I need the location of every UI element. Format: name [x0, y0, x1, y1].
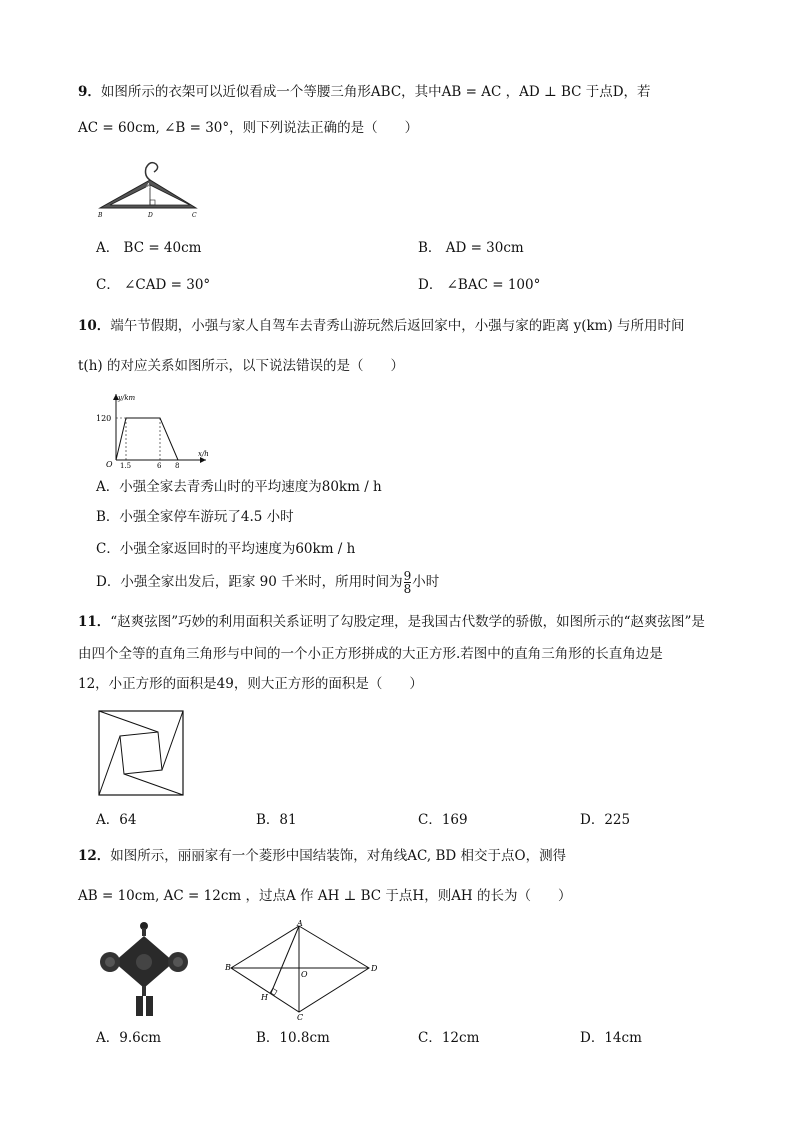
rhombus-label-b: B [225, 963, 231, 972]
q11-option-a[interactable]: A．64 [96, 812, 137, 828]
q9-option-d[interactable]: D． ∠BAC = 100° [418, 277, 541, 293]
zhao-shuang-diagram [98, 710, 184, 796]
q9-line2: AC = 60cm, ∠B = 30°，则下列说法正确的是（ ） [78, 120, 419, 136]
q12-option-b[interactable]: B．10.8cm [256, 1030, 330, 1046]
chinese-knot-image [96, 920, 192, 1020]
fraction-numerator: 9 [403, 569, 412, 583]
graph-y-tick-120: 120 [96, 414, 112, 423]
graph-y-label: y/km [118, 394, 136, 402]
q11-line1 [78, 612, 705, 632]
q10-line1 [78, 316, 685, 336]
q9-line1 [78, 82, 651, 102]
q10-option-d-unit: 小时 [412, 574, 440, 590]
graph-x-tick-1: 1.5 [120, 462, 132, 470]
rhombus-figure [225, 920, 385, 1020]
q11-option-d[interactable]: D．225 [580, 812, 631, 828]
q10-stem-1: 端午节假期，小强与家人自驾车去青秀山游玩然后返回家中，小强与家的距离 y(km) 与所用时间 [110, 318, 685, 334]
graph-x-label: x/h [198, 450, 209, 458]
fraction-denominator: 8 [403, 582, 412, 596]
hanger-label-b: B [98, 212, 103, 218]
distance-time-graph [92, 390, 212, 470]
q11-stem-1: “赵爽弦图”巧妙的利用面积关系证明了勾股定理，是我国古代数学的骄傲，如图所示的“赵爽弦图”是 [110, 614, 705, 630]
q11-number: 11． [78, 614, 111, 630]
graph-x-tick-2: 6 [157, 462, 162, 470]
hanger-figure [92, 158, 202, 218]
q11-option-b[interactable]: B．81 [256, 812, 297, 828]
q10-option-d-fraction [404, 570, 412, 595]
q10-line2: t(h) 的对应关系如图所示，以下说法错误的是（ ） [78, 358, 404, 374]
q10-number: 10． [78, 318, 111, 334]
q9-stem-1: 如图所示的衣架可以近似看成一个等腰三角形ABC，其中AB = AC ，AD ⊥ BC 于点D，若 [100, 84, 651, 100]
q12-stem-1: 如图所示，丽丽家有一个菱形中国结装饰，对角线AC, BD 相交于点O，测得 [110, 848, 567, 864]
q10-option-b[interactable]: B．小强全家停车游玩了4.5 小时 [96, 509, 294, 525]
q12-number: 12． [78, 848, 111, 864]
q9-option-c[interactable]: C． ∠CAD = 30° [96, 277, 211, 293]
graph-origin: O [106, 460, 113, 469]
q9-number: 9． [78, 84, 101, 100]
q9-option-b[interactable]: B． AD = 30cm [418, 240, 524, 256]
q11-option-c[interactable]: C．169 [418, 812, 468, 828]
q9-option-a[interactable]: A． BC = 40cm [96, 240, 202, 256]
hanger-label-a: A [146, 183, 151, 190]
hanger-label-c: C [192, 212, 197, 218]
hanger-label-d: D [148, 212, 153, 218]
q12-option-a[interactable]: A．9.6cm [96, 1030, 162, 1046]
q10-option-d-text: D．小强全家出发后，距家 90 千米时，所用时间为 [96, 574, 403, 590]
q10-option-d[interactable] [96, 570, 439, 595]
graph-x-tick-3: 8 [175, 462, 180, 470]
rhombus-label-a: A [297, 920, 303, 928]
rhombus-label-o: O [301, 970, 308, 979]
q11-line3: 12，小正方形的面积是49，则大正方形的面积是（ ） [78, 676, 423, 692]
q10-option-c[interactable]: C．小强全家返回时的平均速度为60km / h [96, 541, 356, 557]
q12-line1 [78, 846, 566, 866]
rhombus-label-d: D [371, 964, 378, 973]
q12-line2: AB = 10cm, AC = 12cm ，过点A 作 AH ⊥ BC 于点H，则AH 的长为（ ） [78, 888, 572, 904]
q12-option-c[interactable]: C．12cm [418, 1030, 480, 1046]
rhombus-label-c: C [297, 1013, 304, 1020]
q12-option-d[interactable]: D．14cm [580, 1030, 642, 1046]
q10-option-a[interactable]: A．小强全家去青秀山时的平均速度为80km / h [96, 479, 382, 495]
rhombus-label-h: H [261, 993, 268, 1002]
q11-line2: 由四个全等的直角三角形与中间的一个小正方形拼成的大正方形.若图中的直角三角形的长直角边是 [78, 646, 663, 662]
